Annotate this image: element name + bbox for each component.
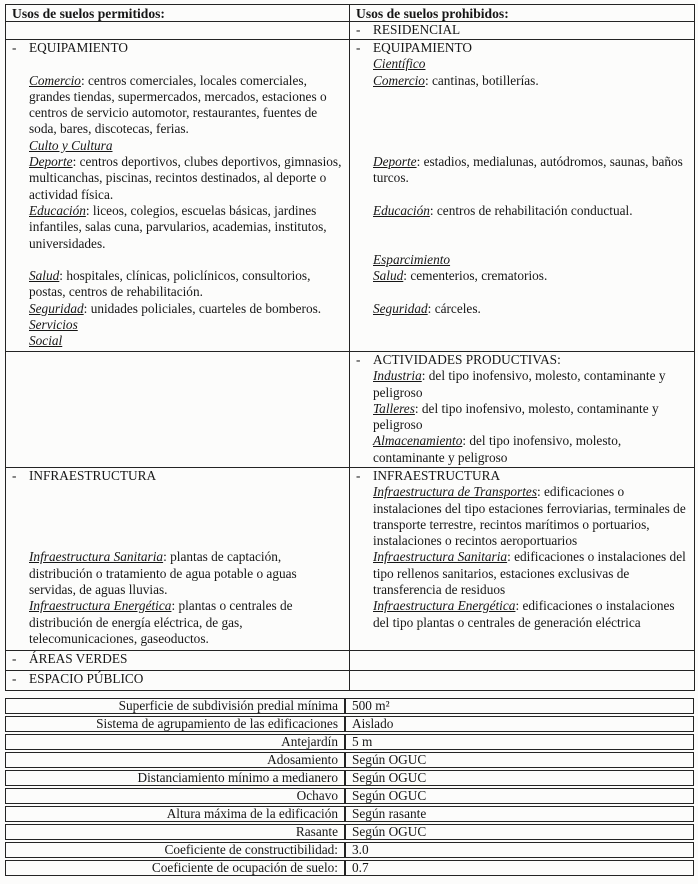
equipamiento-right-cell: [350, 40, 695, 352]
category-label: Social: [29, 333, 63, 349]
entry-line: Infraestructura Sanitaria: plantas de captación, distribución o tratamiento de agua potable o aguas servidas, de aguas lluvias.: [29, 549, 297, 598]
entry-line: [373, 252, 690, 268]
parameter-value: 500 m²: [345, 698, 694, 714]
category-label: Industria: [373, 368, 422, 384]
blank-line: [12, 501, 345, 517]
blank-line: [12, 517, 345, 533]
bullet-line-equipamiento-left: [12, 40, 345, 56]
category-label: Científico: [373, 56, 426, 72]
areas-verdes-left-cell: [6, 651, 350, 671]
parameter-row-4: [5, 752, 694, 768]
parameter-value: Según rasante: [345, 806, 694, 822]
parameter-value: 0.7: [345, 860, 694, 876]
category-label: Seguridad: [373, 300, 428, 316]
bullet-line-infraestructura-left: [12, 468, 345, 484]
category-label: Salud: [29, 268, 60, 284]
category-label: Salud: [373, 268, 404, 284]
permitted-uses-header: Usos de suelos permitidos:: [6, 5, 350, 22]
bullet-line-espacio-publico-left: [12, 671, 345, 687]
equipamiento-left-cell: [6, 40, 350, 352]
land-use-header-row: [6, 5, 695, 22]
entry-line: [29, 138, 345, 154]
prohibited-uses-header: Usos de suelos prohibidos:: [350, 5, 695, 22]
bullet-text: ACTIVIDADES PRODUCTIVAS:: [373, 352, 561, 367]
category-label: Almacenamiento: [373, 433, 463, 449]
parameter-value: Según OGUC: [345, 770, 694, 786]
entry-line: Comercio: centros comerciales, locales comerciales, grandes tiendas, supermercados, mercados, estaciones o centros de servicio automotor, restaurantes, fuentes de soda, bares, discotecas, ferias.: [29, 72, 327, 137]
blank-line: [356, 138, 690, 154]
blank-line: [356, 89, 690, 105]
entry-line: Infraestructura de Transportes: edificaciones o instalaciones del tipo estaciones ferroviarias, terminales de transporte terrestre, recintos marítimos o portuarios, instalaciones o recintos aeroportuarios: [373, 484, 686, 549]
entry-line: Salud: hospitales, clínicas, policlínicos, consultorios, postas, centros de rehabilitación.: [29, 268, 311, 300]
parameter-label: Antejardín: [5, 734, 345, 750]
entry-line: [29, 333, 345, 349]
bullet-text: ESPACIO PÚBLICO: [29, 671, 144, 686]
bullet-text: EQUIPAMIENTO: [29, 40, 128, 55]
category-label: Servicios: [29, 317, 78, 333]
entry-line: Comercio: cantinas, botillerías.: [373, 72, 539, 88]
bullet-text: EQUIPAMIENTO: [373, 40, 472, 55]
entry-line: Salud: cementerios, crematorios.: [373, 268, 548, 284]
parameter-value: 3.0: [345, 842, 694, 858]
parameter-label: Coeficiente de constructibilidad:: [5, 842, 345, 858]
infraestructura-left-cell: [6, 468, 350, 651]
bullet-text: ÁREAS VERDES: [29, 651, 128, 666]
actividades-productivas-left-cell: [6, 352, 350, 468]
category-label: Deporte: [373, 154, 417, 170]
parameter-value: Según OGUC: [345, 788, 694, 804]
parameter-label: Altura máxima de la edificación: [5, 806, 345, 822]
category-label: Infraestructura Energética: [29, 598, 172, 614]
bullet-dash: -: [356, 22, 361, 37]
parameter-label: Distanciamiento mínimo a medianero: [5, 770, 345, 786]
espacio-publico-left-cell: [6, 671, 350, 691]
areas-verdes-right-cell: [350, 651, 695, 671]
land-use-row-residencial: [6, 22, 695, 40]
parameter-value: 5 m: [345, 734, 694, 750]
bullet-dash: -: [356, 352, 361, 367]
entry-line: [373, 56, 690, 72]
bullet-dash: -: [12, 40, 17, 55]
actividades-productivas-right-cell: [350, 352, 695, 468]
residencial-left-cell: [6, 22, 350, 40]
parameter-row-2: [5, 716, 694, 732]
category-label: Infraestructura Sanitaria: [29, 549, 164, 565]
espacio-publico-right-cell: [350, 671, 695, 691]
category-label: Comercio: [29, 72, 81, 88]
category-label: Infraestructura Sanitaria: [373, 549, 508, 565]
parameter-row-10: [5, 860, 694, 876]
parameter-row-8: [5, 824, 694, 840]
entry-line: Industria: del tipo inofensivo, molesto, contaminante y peligroso: [373, 368, 666, 400]
parameter-row-7: [5, 806, 694, 822]
blank-line: [356, 236, 690, 252]
parameter-row-3: [5, 734, 694, 750]
bullet-line-areas-verdes-left: [12, 651, 345, 667]
parameter-row-1: [5, 698, 694, 714]
entry-line: Seguridad: cárceles.: [373, 300, 481, 316]
entry-line: Educación: centros de rehabilitación conductual.: [373, 202, 633, 218]
bullet-line-residencial-right: [356, 22, 690, 38]
entry-line: Deporte: centros deportivos, clubes deportivos, gimnasios, multicanchas, piscinas, recintos destinados, al deporte o actividad física.: [29, 154, 342, 202]
parameter-value: Aislado: [345, 716, 694, 732]
bullet-line-actividades-productivas-right: [356, 352, 690, 368]
bullet-dash: -: [12, 468, 17, 483]
land-use-row-equipamiento: [6, 40, 695, 352]
category-label: Comercio: [373, 72, 425, 88]
parameter-row-9: [5, 842, 694, 858]
category-label: Infraestructura de Transportes: [373, 484, 538, 500]
land-use-row-areas-verdes: [6, 651, 695, 671]
parameter-row-5: [5, 770, 694, 786]
residencial-right-cell: [350, 22, 695, 40]
category-label: Esparcimiento: [373, 251, 451, 267]
parameter-label: Ochavo: [5, 788, 345, 804]
parameter-label: Sistema de agrupamiento de las edificaciones: [5, 716, 345, 732]
parameter-label: Adosamiento: [5, 752, 345, 768]
entry-line: Infraestructura Energética: edificaciones o instalaciones del tipo plantas o centrales de generación eléctrica: [373, 598, 675, 630]
entry-line: Seguridad: unidades policiales, cuarteles de bomberos.: [29, 300, 322, 316]
category-label: Talleres: [373, 400, 415, 416]
parameter-row-6: [5, 788, 694, 804]
entry-line: Educación: liceos, colegios, escuelas básicas, jardines infantiles, salas cuna, parvularios, academias, institutos, universidades.: [29, 202, 327, 251]
parameter-value: Según OGUC: [345, 824, 694, 840]
infraestructura-right-cell: [350, 468, 695, 651]
bullet-text: INFRAESTRUCTURA: [29, 468, 157, 483]
bullet-dash: -: [356, 468, 361, 483]
parameter-label: Superficie de subdivisión predial mínima: [5, 698, 345, 714]
entry-line: Almacenamiento: del tipo inofensivo, molesto, contaminante y peligroso: [373, 433, 622, 465]
blank-line: [356, 105, 690, 121]
blank-line: [356, 187, 690, 203]
blank-line: [12, 252, 345, 268]
bullet-line-equipamiento-right: [356, 40, 690, 56]
bullet-dash: -: [12, 651, 17, 666]
bullet-text: RESIDENCIAL: [373, 22, 461, 37]
entry-line: Deporte: estadios, medialunas, autódromos, saunas, baños turcos.: [373, 154, 683, 186]
blank-line: [12, 484, 345, 500]
bullet-text: INFRAESTRUCTURA: [373, 468, 501, 483]
land-use-row-actividades-productivas: [6, 352, 695, 468]
land-use-row-espacio-publico: [6, 671, 695, 691]
bullet-dash: -: [12, 671, 17, 686]
parameters-table: [5, 696, 694, 878]
bullet-line-infraestructura-right: [356, 468, 690, 484]
category-label: Infraestructura Energética: [373, 598, 516, 614]
land-use-table: [5, 4, 695, 691]
category-label: Seguridad: [29, 300, 84, 316]
blank-line: [356, 121, 690, 137]
blank-line: [12, 56, 345, 72]
category-label: Educación: [373, 202, 430, 218]
blank-line: [12, 533, 345, 549]
category-label: Educación: [29, 202, 86, 218]
entry-line: Talleres: del tipo inofensivo, molesto, contaminante y peligroso: [373, 400, 659, 433]
entry-line: Infraestructura Sanitaria: edificaciones o instalaciones del tipo rellenos sanitarios, estaciones exclusivas de transferencia de residuos: [373, 549, 686, 598]
entry-line: Infraestructura Energética: plantas o centrales de distribución de energía eléctrica, de gas, telecomunicaciones, gaseoductos.: [29, 598, 293, 646]
category-label: Culto y Cultura: [29, 137, 113, 153]
blank-line: [356, 284, 690, 300]
category-label: Deporte: [29, 154, 73, 170]
bullet-dash: -: [356, 40, 361, 55]
entry-line: [29, 317, 345, 333]
land-use-row-infraestructura: [6, 468, 695, 651]
parameter-value: Según OGUC: [345, 752, 694, 768]
parameter-label: Coeficiente de ocupación de suelo:: [5, 860, 345, 876]
parameter-label: Rasante: [5, 824, 345, 840]
blank-line: [356, 219, 690, 235]
